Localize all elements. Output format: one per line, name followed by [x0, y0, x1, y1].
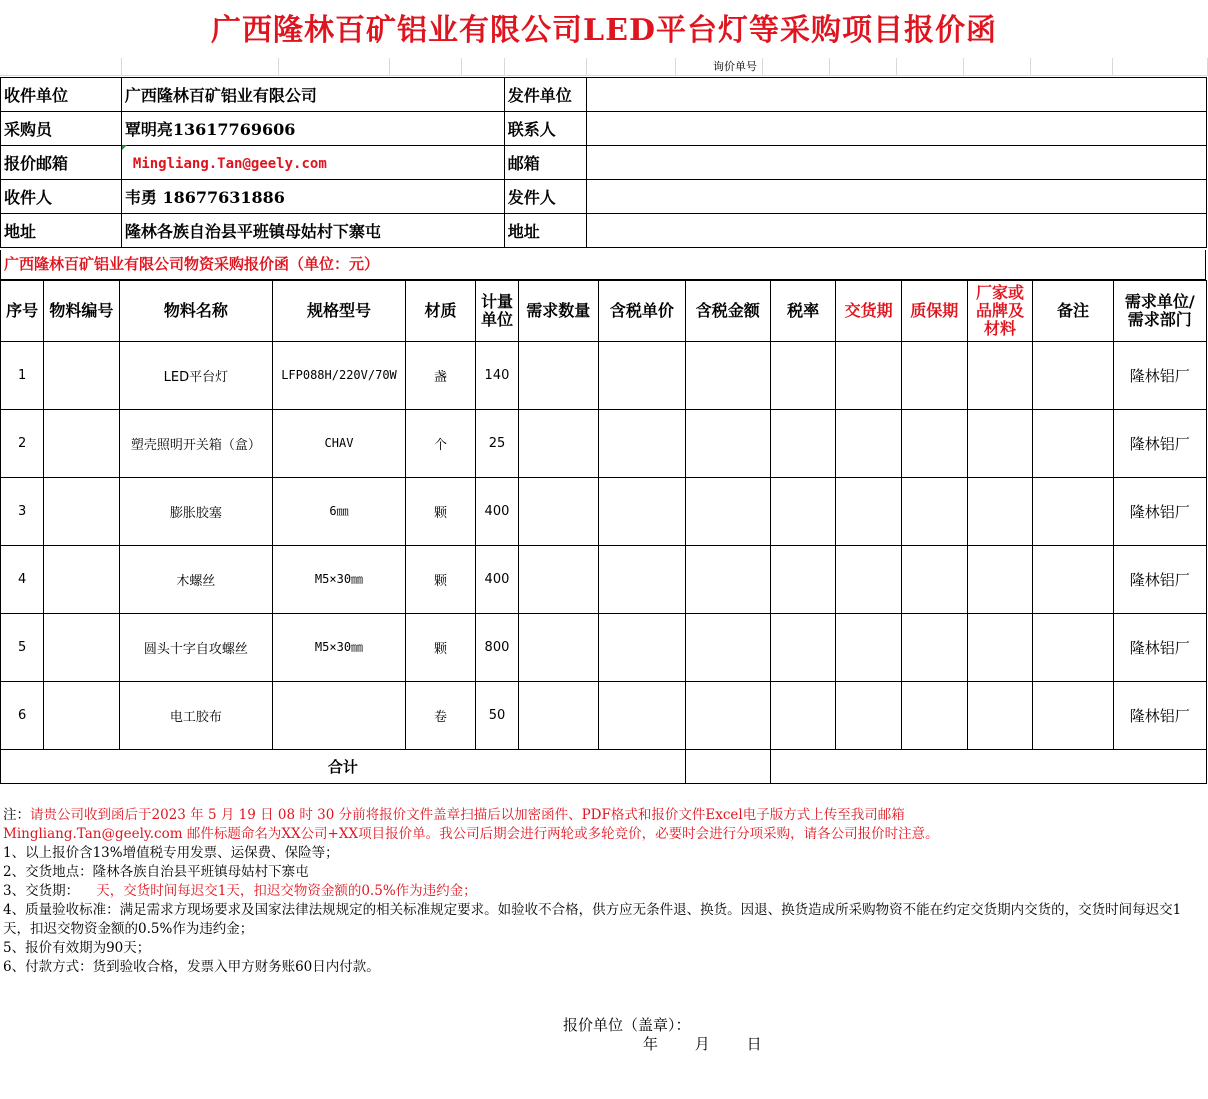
- cell-no: 1: [1, 342, 44, 410]
- note-prefix: 注：: [3, 807, 30, 823]
- cell-amount[interactable]: [685, 546, 770, 614]
- cell-quantity[interactable]: [518, 410, 598, 478]
- cell-material: 颗: [405, 546, 475, 614]
- cell-quantity[interactable]: [518, 682, 598, 750]
- cell-brand[interactable]: [967, 546, 1033, 614]
- note-3: [3, 882, 1203, 901]
- header-unit-price: 含税单价: [598, 281, 685, 342]
- info-row: [1, 180, 1207, 214]
- cell-dept: 隆林铝厂: [1113, 410, 1206, 478]
- notes-block: [3, 806, 1203, 977]
- cell-amount[interactable]: [685, 410, 770, 478]
- header-no: 序号: [1, 281, 44, 342]
- info-row: [1, 112, 1207, 146]
- cell-no: 6: [1, 682, 44, 750]
- cell-unit-price[interactable]: [598, 614, 685, 682]
- cell-spec: 6㎜: [273, 478, 406, 546]
- cell-quantity[interactable]: [518, 478, 598, 546]
- cell-brand[interactable]: [967, 682, 1033, 750]
- table-row: [1, 546, 1207, 614]
- cell-code[interactable]: [44, 478, 119, 546]
- cell-spec: [273, 682, 406, 750]
- inquiry-number-label: 询价单号: [713, 60, 757, 73]
- note-5: 5、报价有效期为90天；: [3, 940, 151, 956]
- cell-dept: 隆林铝厂: [1113, 478, 1206, 546]
- cell-tax-rate[interactable]: [770, 410, 836, 478]
- info-label: 地址: [504, 214, 586, 248]
- cell-dept: 隆林铝厂: [1113, 682, 1206, 750]
- cell-delivery[interactable]: [836, 478, 902, 546]
- cell-tax-rate[interactable]: [770, 478, 836, 546]
- info-label: 发件单位: [504, 78, 586, 112]
- info-value[interactable]: 隆林各族自治县平班镇母姑村下寨屯: [121, 214, 504, 248]
- cell-code[interactable]: [44, 546, 119, 614]
- info-label: 邮箱: [504, 146, 586, 180]
- info-value[interactable]: 韦勇 18677631886: [121, 180, 504, 214]
- cell-remark[interactable]: [1033, 342, 1113, 410]
- page-title: 广西隆林百矿铝业有限公司LED平台灯等采购项目报价函: [211, 13, 997, 48]
- cell-unit: 400: [476, 478, 519, 546]
- cell-spec: CHAV: [273, 410, 406, 478]
- cell-name: 膨胀胶塞: [119, 478, 273, 546]
- cell-unit-price[interactable]: [598, 410, 685, 478]
- cell-tax-rate[interactable]: [770, 546, 836, 614]
- date-day: 日: [746, 1035, 762, 1053]
- cell-remark[interactable]: [1033, 682, 1113, 750]
- cell-name: 木螺丝: [119, 546, 273, 614]
- cell-delivery[interactable]: [836, 410, 902, 478]
- cell-tax-rate[interactable]: [770, 682, 836, 750]
- header-tax-rate: 税率: [770, 281, 836, 342]
- cell-dept: 隆林铝厂: [1113, 614, 1206, 682]
- cell-amount[interactable]: [685, 682, 770, 750]
- cell-tax-rate[interactable]: [770, 614, 836, 682]
- cell-spec: LFP088H/220V/70W: [273, 342, 406, 410]
- email-link[interactable]: Mingliang.Tan@geely.com: [132, 156, 327, 172]
- info-label: 联系人: [504, 112, 586, 146]
- cell-brand[interactable]: [967, 614, 1033, 682]
- cell-unit: 140: [476, 342, 519, 410]
- date-month: 月: [694, 1035, 710, 1053]
- stamp-label: 报价单位（盖章）：: [563, 1016, 691, 1034]
- info-value[interactable]: 覃明亮13617769606: [121, 112, 504, 146]
- info-label: 收件单位: [1, 78, 122, 112]
- cell-remark[interactable]: [1033, 546, 1113, 614]
- cell-unit: 400: [476, 546, 519, 614]
- cell-name: LED平台灯: [119, 342, 273, 410]
- table-row: [1, 682, 1207, 750]
- cell-delivery[interactable]: [836, 682, 902, 750]
- note-3-label: 3、交货期：: [3, 883, 80, 899]
- items-table: [0, 280, 1207, 784]
- cell-remark[interactable]: [1033, 478, 1113, 546]
- cell-name: 电工胶布: [119, 682, 273, 750]
- cell-code[interactable]: [44, 682, 119, 750]
- cell-delivery[interactable]: [836, 614, 902, 682]
- header-brand: 厂家或品牌及材料: [967, 281, 1033, 342]
- date-year: 年: [643, 1035, 659, 1053]
- table-row: [1, 342, 1207, 410]
- empty-grid-row: [0, 58, 1208, 75]
- info-label: 报价邮箱: [1, 146, 122, 180]
- table-row: [1, 478, 1207, 546]
- cell-remark[interactable]: [1033, 410, 1113, 478]
- header-remark: 备注: [1033, 281, 1113, 342]
- cell-warranty[interactable]: [901, 342, 967, 410]
- cell-name: 塑壳照明开关箱（盒）: [119, 410, 273, 478]
- header-name: 物料名称: [119, 281, 273, 342]
- cell-material: 个: [405, 410, 475, 478]
- total-amount[interactable]: [685, 750, 770, 784]
- cell-unit: 800: [476, 614, 519, 682]
- cell-no: 5: [1, 614, 44, 682]
- note-2: 2、交货地点：隆林各族自治县平班镇母姑村下寨屯: [3, 864, 309, 880]
- cell-delivery[interactable]: [836, 342, 902, 410]
- cell-comment-marker-icon: [122, 145, 127, 150]
- info-value[interactable]: 广西隆林百矿铝业有限公司: [121, 78, 504, 112]
- cell-brand[interactable]: [967, 410, 1033, 478]
- quote-email-value[interactable]: [121, 146, 504, 180]
- cell-code[interactable]: [44, 410, 119, 478]
- table-row: [1, 410, 1207, 478]
- cell-unit: 25: [476, 410, 519, 478]
- info-label: 发件人: [504, 180, 586, 214]
- note-6: 6、付款方式：货到验收合格，发票入甲方财务账60日内付款。: [3, 959, 380, 975]
- date-line: [643, 1033, 794, 1054]
- note-4: 4、质量验收标准：满足需求方现场要求及国家法律法规规定的相关标准规定要求。如验收不合格，供方应无条件退、换货。因退、换货造成所采购物资不能在约定交货期内交货的，交货时间每迟交1天，扣迟交物资金额的0.5%作为违约金；: [3, 902, 1182, 937]
- header-code: 物料编号: [44, 281, 119, 342]
- cell-remark[interactable]: [1033, 614, 1113, 682]
- cell-material: 颗: [405, 478, 475, 546]
- table-row: [1, 614, 1207, 682]
- contact-info-table: [0, 77, 1207, 248]
- email-value[interactable]: [586, 146, 1206, 180]
- header-delivery: 交货期: [836, 281, 902, 342]
- cell-unit-price[interactable]: [598, 478, 685, 546]
- cell-no: 3: [1, 478, 44, 546]
- header-material: 材质: [405, 281, 475, 342]
- cell-quantity[interactable]: [518, 546, 598, 614]
- cell-spec: M5×30㎜: [273, 546, 406, 614]
- cell-warranty[interactable]: [901, 410, 967, 478]
- note-deadline: [3, 806, 1203, 825]
- info-label: 采购员: [1, 112, 122, 146]
- cell-brand[interactable]: [967, 342, 1033, 410]
- note-email-text: Mingliang.Tan@geely.com 邮件标题命名为XX公司+XX项目报价单。我公司后期会进行两轮或多轮竞价，必要时会进行分项采购，请各公司报价时注意。: [3, 826, 939, 842]
- sender-unit-value[interactable]: [586, 78, 1206, 112]
- cell-warranty[interactable]: [901, 478, 967, 546]
- cell-warranty[interactable]: [901, 614, 967, 682]
- total-blank: [770, 750, 1206, 784]
- cell-unit-price[interactable]: [598, 342, 685, 410]
- cell-brand[interactable]: [967, 478, 1033, 546]
- header-amount: 含税金额: [685, 281, 770, 342]
- cell-amount[interactable]: [685, 478, 770, 546]
- cell-tax-rate[interactable]: [770, 342, 836, 410]
- total-row: [1, 750, 1207, 784]
- total-label: 合计: [1, 750, 686, 784]
- header-warranty: 质保期: [901, 281, 967, 342]
- address-value[interactable]: [586, 214, 1206, 248]
- info-row: [1, 146, 1207, 180]
- cell-amount[interactable]: [685, 614, 770, 682]
- sender-value[interactable]: [586, 180, 1206, 214]
- header-quantity: 需求数量: [518, 281, 598, 342]
- cell-material: 颗: [405, 614, 475, 682]
- cell-warranty[interactable]: [901, 546, 967, 614]
- info-label: 收件人: [1, 180, 122, 214]
- cell-warranty[interactable]: [901, 682, 967, 750]
- cell-unit-price[interactable]: [598, 546, 685, 614]
- table-header-row: [1, 281, 1207, 342]
- cell-spec: M5×30㎜: [273, 614, 406, 682]
- info-row: [1, 214, 1207, 248]
- cell-name: 圆头十字自攻螺丝: [119, 614, 273, 682]
- header-unit: 计量单位: [476, 281, 519, 342]
- cell-code[interactable]: [44, 614, 119, 682]
- info-label: 地址: [1, 214, 122, 248]
- cell-unit: 50: [476, 682, 519, 750]
- cell-no: 2: [1, 410, 44, 478]
- cell-material: 盏: [405, 342, 475, 410]
- cell-material: 卷: [405, 682, 475, 750]
- cell-code[interactable]: [44, 342, 119, 410]
- cell-quantity[interactable]: [518, 342, 598, 410]
- note-1: 1、以上报价含13%增值税专用发票、运保费、保险等；: [3, 845, 339, 861]
- cell-dept: 隆林铝厂: [1113, 342, 1206, 410]
- cell-dept: 隆林铝厂: [1113, 546, 1206, 614]
- cell-amount[interactable]: [685, 342, 770, 410]
- header-spec: 规格型号: [273, 281, 406, 342]
- cell-no: 4: [1, 546, 44, 614]
- table-subtitle: 广西隆林百矿铝业有限公司物资采购报价函（单位：元）: [0, 250, 1206, 280]
- cell-quantity[interactable]: [518, 614, 598, 682]
- note-deadline-text: 请贵公司收到函后于2023 年 5 月 19 日 08 时 30 分前将报价文件盖章扫描后以加密函件、PDF格式和报价文件Excel电子版方式上传至我司邮箱: [30, 807, 905, 823]
- cell-delivery[interactable]: [836, 546, 902, 614]
- cell-unit-price[interactable]: [598, 682, 685, 750]
- note-3-text: 天，交货时间每迟交1天，扣迟交物资金额的0.5%作为违约金；: [79, 883, 477, 899]
- info-row: [1, 78, 1207, 112]
- header-dept: 需求单位/需求部门: [1113, 281, 1206, 342]
- contact-person-value[interactable]: [586, 112, 1206, 146]
